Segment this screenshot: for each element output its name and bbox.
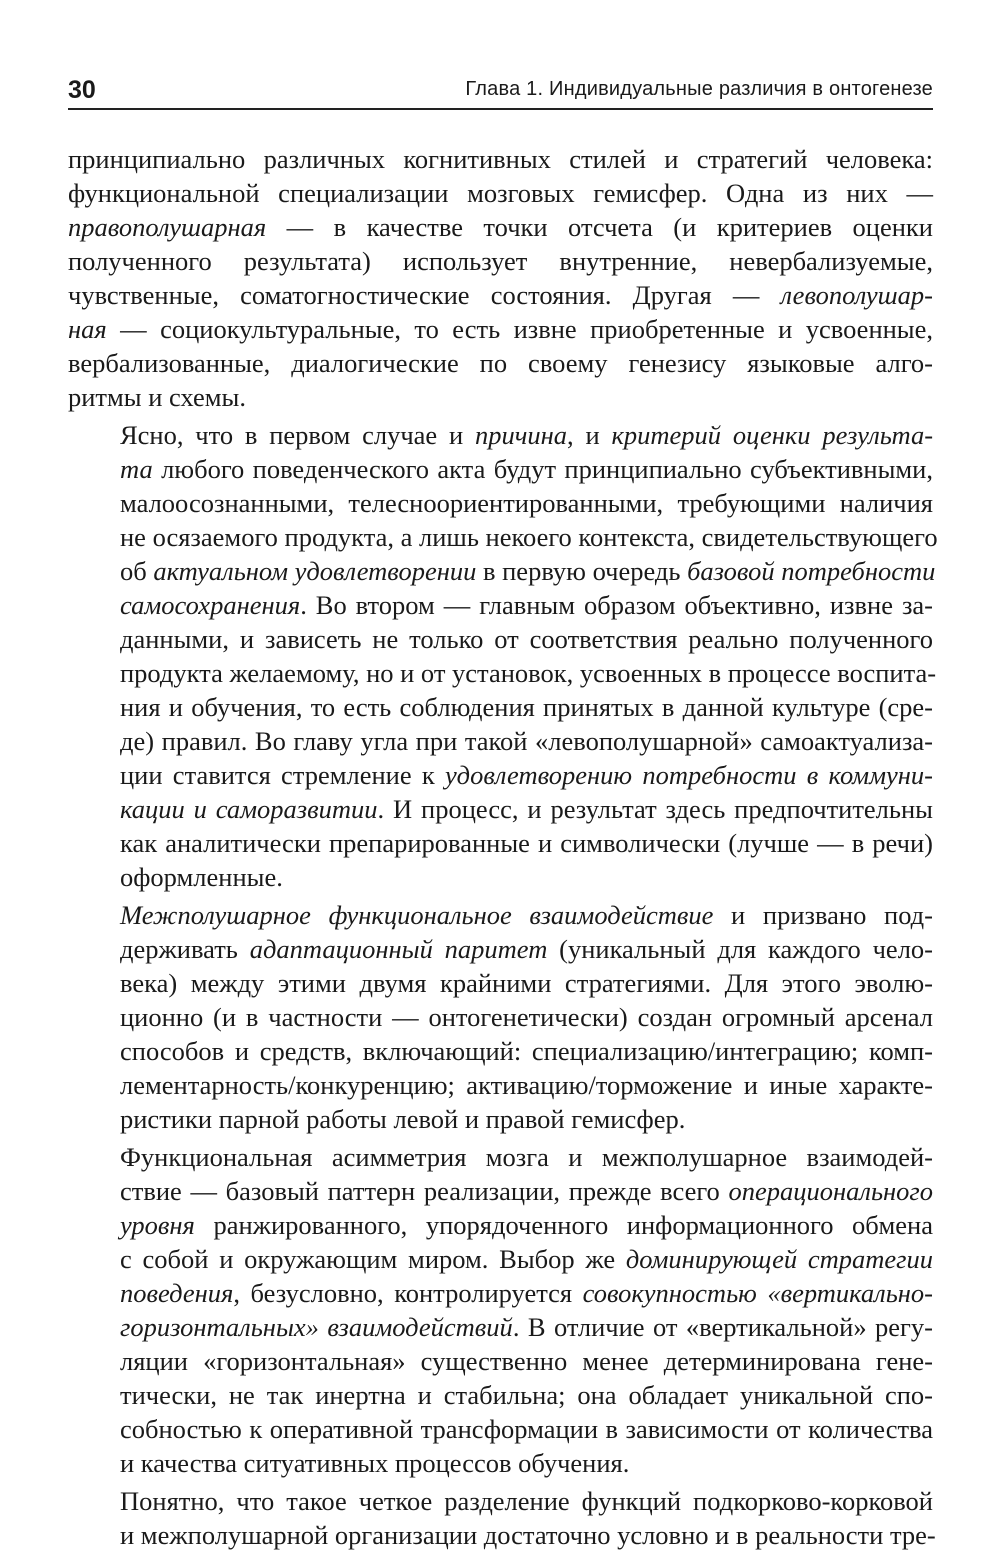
text-run: с собой и окружающим миром. Выбор же (120, 1244, 626, 1274)
text-run: ствие — базовый паттерн реализации, прежде всего (120, 1176, 729, 1206)
italic-term: левополушар- (780, 280, 933, 310)
text-run: Понятно, что такое четкое разделение функций подкорково-корковой (120, 1486, 933, 1516)
text-run: , и (567, 420, 612, 450)
text-run: — социокультуральные, то есть извне приобретенные и усвоенные, (106, 314, 933, 344)
text-run: данными, и зависеть не только от соответствия реально полученного (120, 624, 933, 654)
italic-term: базовой потребности (687, 556, 936, 586)
italic-term: критерий оценки результа- (611, 420, 934, 450)
text-line (68, 758, 933, 792)
italic-term: удовлетворению потребности в коммуни- (445, 760, 933, 790)
text-run: чувственные, соматогностические состояния. Другая — (68, 280, 781, 310)
paragraph (68, 1484, 936, 1552)
text-run: , безусловно, контролируется (233, 1278, 583, 1308)
italic-term: та (120, 454, 153, 484)
text-run: . И процесс, и результат здесь предпочтительны (377, 794, 933, 824)
text-line (68, 278, 933, 312)
text-line (68, 826, 933, 860)
paragraph (68, 418, 938, 894)
italic-term: поведения (120, 1278, 234, 1308)
text-run: принципиально различных когнитивных стилей и стратегий человека: (68, 144, 933, 174)
text-run: Функциональная асимметрия мозга и межполушарное взаимодей- (120, 1142, 933, 1172)
text-run: ляции «горизонтальная» существенно менее детерминирована гене- (120, 1346, 933, 1376)
text-line (68, 656, 937, 690)
text-run: собностью к оперативной трансформации в зависимости от количества (120, 1414, 933, 1444)
text-run: и межполушарной организации достаточно условно и в реальности тре- (120, 1520, 936, 1550)
text-line (68, 1378, 933, 1412)
text-line (68, 1034, 933, 1068)
body-text (68, 142, 938, 1552)
italic-term: уровня (120, 1210, 195, 1240)
page-header (68, 72, 933, 110)
text-line (68, 244, 933, 278)
text-line (68, 1276, 933, 1310)
text-line (68, 210, 933, 244)
text-run: об (120, 556, 154, 586)
text-run: . Во втором — главным образом объективно, извне за- (300, 590, 933, 620)
text-line (68, 1518, 936, 1552)
text-run: как аналитически препарированные и символически (лучше — в речи) (120, 828, 933, 858)
text-run: любого поведенческого акта будут принципиально субъективными, (152, 454, 933, 484)
text-run: ционно (и в частности — онтогенетически) создан огромный арсенал (120, 1002, 933, 1032)
paragraph (68, 1140, 933, 1480)
text-line (68, 418, 933, 452)
text-line (68, 690, 933, 724)
text-line (68, 1344, 933, 1378)
text-line (68, 898, 933, 932)
text-run: лементарность/конкуренцию; активацию/торможение и иные характе- (120, 1070, 933, 1100)
text-line (68, 312, 933, 346)
text-run: ния и обучения, то есть соблюдения принятых в данной культуре (сре- (120, 692, 933, 722)
text-run: оформленные. (120, 862, 283, 892)
text-line (68, 792, 933, 826)
text-line (68, 1174, 933, 1208)
text-line (68, 1484, 933, 1518)
text-run: тически, не так инертна и стабильна; она обладает уникальной спо- (120, 1380, 933, 1410)
text-run: ранжированного, упорядоченного информационного обмена (194, 1210, 933, 1240)
text-line (68, 1068, 933, 1102)
italic-term: ная (68, 314, 107, 344)
text-run: функциональной специализации мозговых гемисфер. Одна из них — (68, 178, 933, 208)
italic-term: правополушарная (68, 212, 267, 242)
text-line (68, 554, 936, 588)
text-line (68, 966, 933, 1000)
italic-term: горизонтальных» взаимодействий (120, 1312, 513, 1342)
text-line (68, 346, 933, 380)
text-run: способов и средств, включающий: специализацию/интеграцию; комп- (120, 1036, 933, 1066)
text-run: в первую очередь (476, 556, 688, 586)
text-line (68, 486, 933, 520)
text-line (68, 724, 933, 758)
text-run: ристики парной работы левой и правой гемисфер. (120, 1104, 686, 1134)
text-line (68, 1412, 933, 1446)
text-run: полученного результата) использует внутренние, невербализуемые, (68, 246, 933, 276)
text-line (68, 1102, 933, 1136)
text-line (68, 142, 933, 176)
text-run: Ясно, что в первом случае и (120, 420, 475, 450)
text-run: не осязаемого продукта, а лишь некоего контекста, свидетельствующего (120, 522, 938, 552)
italic-term: самосохранения (120, 590, 301, 620)
text-run: ритмы и схемы. (68, 382, 246, 412)
text-line (68, 1000, 933, 1034)
text-line (68, 1310, 933, 1344)
text-run: . В отличие от «вертикальной» регу- (512, 1312, 933, 1342)
text-run: века) между этими двумя крайними стратегиями. Для этого эволю- (120, 968, 933, 998)
text-line (68, 932, 933, 966)
paragraph (68, 898, 933, 1136)
italic-term: кации и саморазвитии (120, 794, 378, 824)
text-run: малоосознанными, телесноориентированными, требующими наличия (120, 488, 933, 518)
italic-term: причина (474, 420, 568, 450)
italic-term: совокупностью «вертикально- (582, 1278, 933, 1308)
text-line (68, 1446, 933, 1480)
running-head: Глава 1. Индивидуальные различия в онтогенезе (465, 78, 933, 100)
text-line (68, 1208, 933, 1242)
text-line (68, 1242, 933, 1276)
text-line (68, 380, 933, 414)
text-line (68, 860, 933, 894)
italic-term: адаптационный паритет (249, 934, 548, 964)
text-run: держивать (120, 934, 250, 964)
text-run: — в качестве точки отсчета (и критериев оценки (266, 212, 933, 242)
italic-term: доминирующей стратегии (625, 1244, 933, 1274)
italic-term: операционального (728, 1176, 933, 1206)
text-line (68, 520, 938, 554)
text-line (68, 176, 933, 210)
text-run: и призвано под- (713, 900, 933, 930)
text-line (68, 452, 933, 486)
text-line (68, 588, 933, 622)
page-number: 30 (68, 76, 96, 104)
text-run: продукта желаемому, но и от установок, усвоенных в процессе воспита- (120, 658, 937, 688)
paragraph (68, 142, 933, 414)
text-run: и качества ситуативных процессов обучения. (120, 1448, 630, 1478)
text-run: вербализованные, диалогические по своему генезису языковые алго- (68, 348, 933, 378)
text-run: де) правил. Во главу угла при такой «левополушарной» самоактуализа- (120, 726, 933, 756)
italic-term: актуальном удовлетворении (153, 556, 477, 586)
italic-term: Межполушарное функциональное взаимодействие (120, 900, 714, 930)
text-line (68, 1140, 933, 1174)
text-run: ции ставится стремление к (120, 760, 445, 790)
text-run: (уникальный для каждого чело- (547, 934, 933, 964)
text-line (68, 622, 933, 656)
